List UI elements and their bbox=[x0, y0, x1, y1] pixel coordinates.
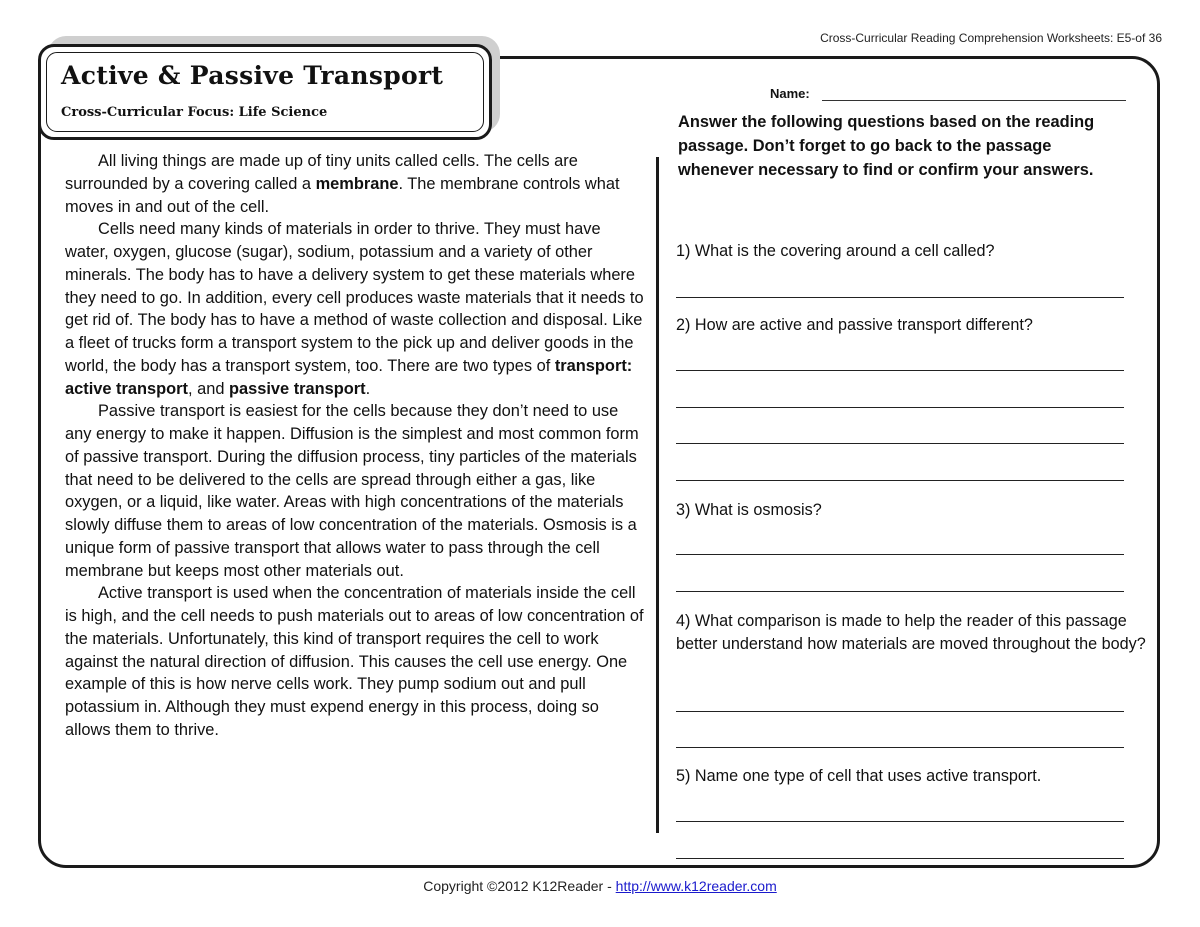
answer-line[interactable] bbox=[676, 370, 1124, 371]
term-membrane: membrane bbox=[315, 174, 399, 193]
passage-text: . bbox=[365, 379, 371, 398]
passage-text: . The membrane controls what moves in and out of the cell. bbox=[65, 174, 620, 216]
passage-paragraph-4: Active transport is used when the concentration of materials inside the cell is high, and the cell needs to push materials out to areas of low concentration of the materials. Unfortunately, this kind of transport requires the cell to work against the natural direction of diffusion. This causes the cell use energy. One example of this is how nerve cells work. They pump sodium out and pull potassium in. Although they must expend energy in this process, doing so allows them to thrive. bbox=[65, 584, 644, 739]
k12reader-link[interactable]: http://www.k12reader.com bbox=[615, 878, 777, 894]
answer-line[interactable] bbox=[676, 821, 1124, 822]
answer-line[interactable] bbox=[676, 711, 1124, 712]
worksheet-subtitle: Cross-Curricular Focus: Life Science bbox=[61, 105, 328, 120]
worksheet-series-label: Cross-Curricular Reading Comprehension Worksheets: E5-of 36 bbox=[820, 31, 1162, 45]
footer bbox=[0, 878, 1200, 894]
reading-passage bbox=[65, 150, 645, 742]
answer-line[interactable] bbox=[676, 407, 1124, 408]
copyright-text: Copyright ©2012 K12Reader - bbox=[423, 878, 616, 894]
answer-line[interactable] bbox=[676, 747, 1124, 748]
answer-line[interactable] bbox=[676, 443, 1124, 444]
answer-line[interactable] bbox=[676, 858, 1124, 859]
passage-paragraph-2 bbox=[65, 218, 645, 400]
question-5: 5) Name one type of cell that uses active transport. bbox=[676, 767, 1042, 785]
answer-line[interactable] bbox=[676, 554, 1124, 555]
passage-paragraph-3: Passive transport is easiest for the cells because they don’t need to use any energy to make it happen. Diffusion is the simplest and most common form of passive transport. During the diffusion process, tiny particles of the materials that need to be delivered to the cells are spread through either a gas, like oxygen, or a liquid, like water. Areas with high concentrations of the materials slowly diffuse them to areas of low concentration of the materials. Osmosis is a unique form of passive transport that allows water to pass through the cell membrane but keeps most other materials out. bbox=[65, 402, 639, 580]
answer-line[interactable] bbox=[676, 480, 1124, 481]
name-line[interactable] bbox=[822, 100, 1126, 101]
term-passive-transport: passive transport bbox=[229, 379, 366, 398]
instructions: Answer the following questions based on the reading passage. Don’t forget to go back to the passage whenever necessary to find or confirm your answers. bbox=[678, 113, 1095, 179]
question-2: 2) How are active and passive transport different? bbox=[676, 316, 1033, 334]
passage-paragraph-1 bbox=[65, 150, 645, 218]
worksheet-title: Active & Passive Transport bbox=[61, 61, 444, 90]
question-4: 4) What comparison is made to help the reader of this passage better understand how materials are moved throughout the body? bbox=[676, 612, 1146, 653]
column-divider bbox=[656, 157, 659, 833]
answer-line[interactable] bbox=[676, 591, 1124, 592]
answer-line[interactable] bbox=[676, 297, 1124, 298]
term-active-transport: transport: active transport bbox=[65, 356, 633, 398]
title-box bbox=[38, 44, 492, 140]
passage-text: , and bbox=[187, 379, 229, 398]
name-field[interactable] bbox=[770, 84, 1126, 104]
question-1: 1) What is the covering around a cell called? bbox=[676, 242, 995, 260]
question-3: 3) What is osmosis? bbox=[676, 501, 822, 519]
passage-text: All living things are made up of tiny units called cells. The cells are surrounded by a covering called a bbox=[65, 152, 578, 193]
name-label: Name: bbox=[770, 86, 810, 101]
passage-text: Cells need many kinds of materials in order to thrive. They must have water, oxygen, glucose (sugar), sodium, potassium and a variety of other minerals. The body has to have a delivery system to get these materials where they need to go. In addition, every cell produces waste materials that it needs to get rid of. The body has to have a method of waste collection and disposal. Like a fleet of trucks form a transport system to the pick up and deliver goods in the world, the body has a transport system, too. There are two types of bbox=[65, 220, 644, 375]
